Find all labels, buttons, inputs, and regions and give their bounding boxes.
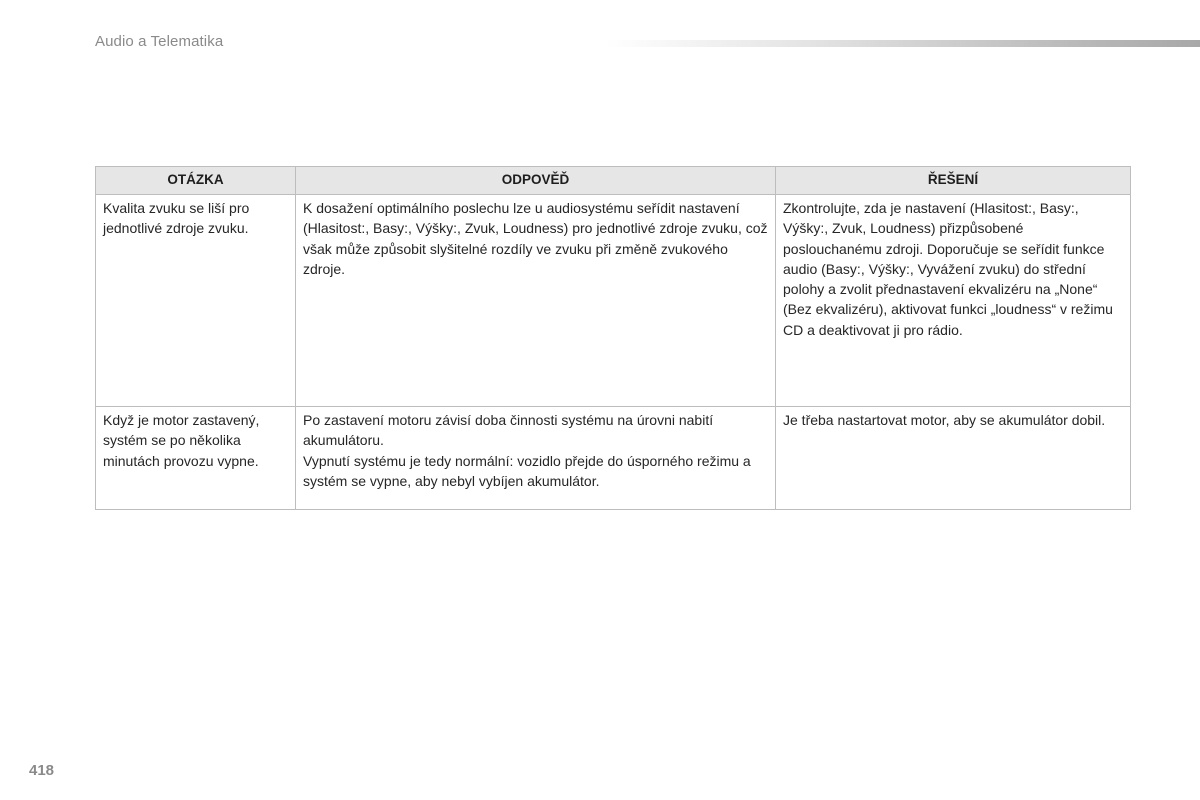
answer-paragraph: Po zastavení motoru závisí doba činnosti systému na úrovni nabití akumulátoru. [303, 412, 714, 449]
solution-cell: Zkontrolujte, zda je nastavení (Hlasitost:, Basy:, Výšky:, Zvuk, Loudness) přizpůsobené poslouchanému zdroji. Doporučuje se seřídit funkce audio (Basy:, Výšky:, Vyvážení zvuku) do střední polohy a zvolit přednastavení ekvalizéru na „None“ (Bez ekvalizéru), aktivovat funkci „loudness“ v režimu CD a deaktivovat ji pro rádio. [776, 195, 1131, 407]
header-gradient-bar [605, 40, 1200, 47]
section-title: Audio a Telematika [95, 33, 224, 50]
question-cell: Když je motor zastavený, systém se po několika minutách provozu vypne. [96, 407, 296, 510]
answer-paragraph: K dosažení optimálního poslechu lze u audiosystému seřídit nastavení (Hlasitost:, Basy:, Výšky:, Zvuk, Loudness) pro jednotlivé zdroje zvuku, což však může způsobit slyšitelné rozdíly ve zvuku při změně zvukového zdroje. [303, 200, 768, 277]
column-header-question: OTÁZKA [96, 167, 296, 195]
page-number: 418 [29, 762, 55, 779]
question-cell: Kvalita zvuku se liší pro jednotlivé zdroje zvuku. [96, 195, 296, 407]
solution-cell: Je třeba nastartovat motor, aby se akumulátor dobil. [776, 407, 1131, 510]
answer-paragraph: Vypnutí systému je tedy normální: vozidlo přejde do úsporného režimu a systém se vypne, aby nebyl vybíjen akumulátor. [303, 452, 751, 489]
table-row [96, 195, 1131, 407]
troubleshooting-table [95, 166, 1131, 510]
column-header-solution: ŘEŠENÍ [776, 167, 1131, 195]
answer-cell [296, 195, 776, 407]
column-header-answer: ODPOVĚĎ [296, 167, 776, 195]
table-header-row [96, 167, 1131, 195]
answer-cell [296, 407, 776, 510]
table-row [96, 407, 1131, 510]
